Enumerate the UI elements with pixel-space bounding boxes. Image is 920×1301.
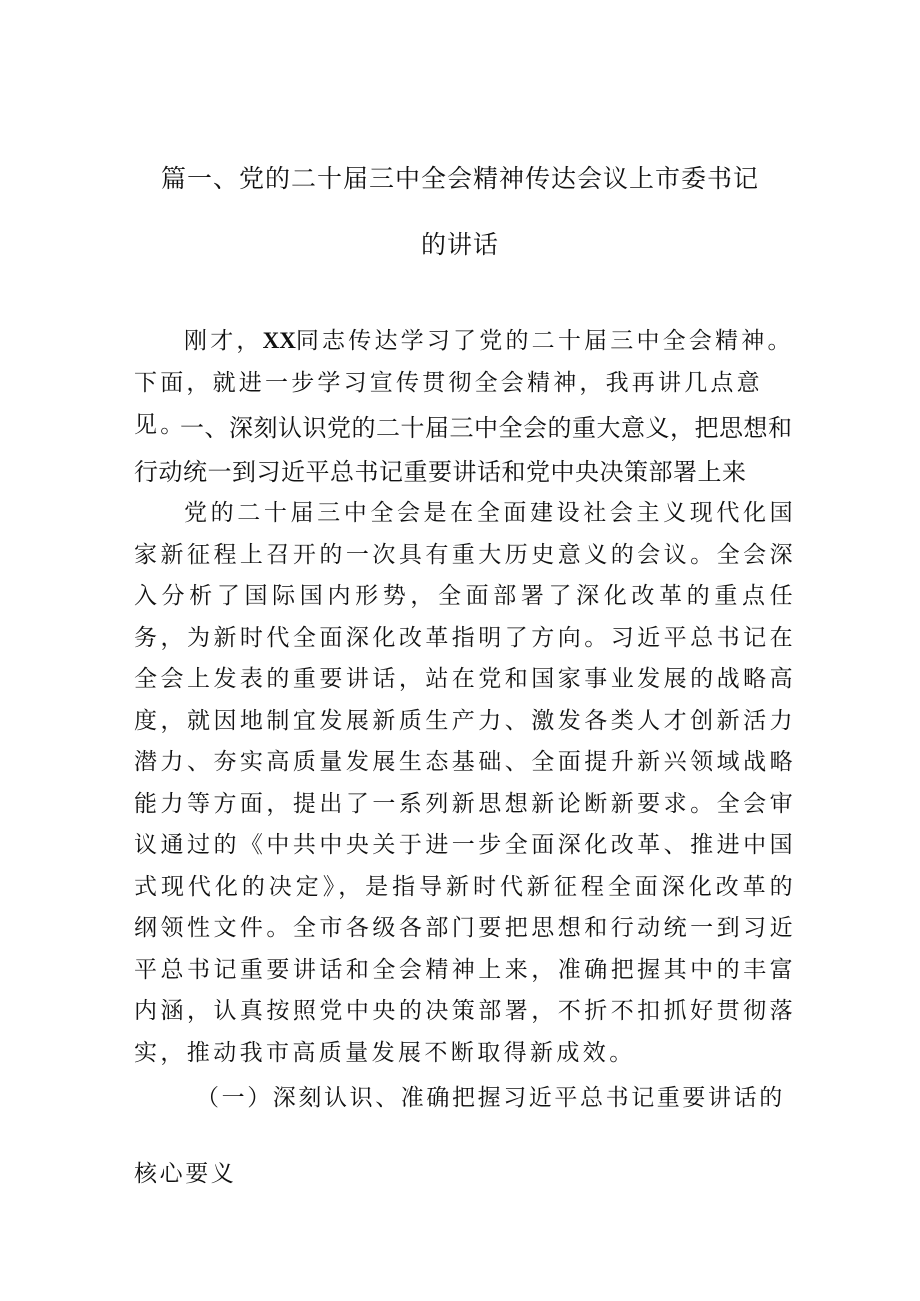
- subsection-heading-1: （一）深刻认识、准确把握习近平总书记重要讲话的核心要义: [134, 1085, 785, 1187]
- intro-prefix: 刚才，: [184, 328, 263, 354]
- document-title: 篇一、党的二十届三中全会精神传达会议上市委书记的讲话: [160, 164, 759, 259]
- intro-suffix: 同志传达学习了党的二十届三中全会精神。下面，就进一步学习宣传贯彻全会精神，我再讲几点意见。: [134, 328, 794, 438]
- intro-name: XX: [262, 328, 296, 353]
- section-heading-1: 一、深刻认识党的二十届三中全会的重大意义，把思想和行动统一到习近平总书记重要讲话和党中央决策部署上来: [134, 414, 793, 486]
- body-paragraph-1: 党的二十届三中全会是在全面建设社会主义现代化国家新征程上召开的一次具有重大历史意义的会议。全会深入分析了国际国内形势，全面部署了深化改革的重点任务，为新时代全面深化改革指明了方向。习近平总书记在全会上发表的重要讲话，站在党和国家事业发展的战略高度，就因地制宜发展新质生产力、激发各类人才创新活力潜力、夯实高质量发展生态基础、全面提升新兴领域战略能力等方面，提出了一系列新思想新论断新要求。全会审议通过的《中共中央关于进一步全面深化改革、推进中国式现代化的决定》，是指导新时代新征程全面深化改革的纲领性文件。全市各级各部门要把思想和行动统一到习近平总书记重要讲话和全会精神上来，准确把握其中的丰富内涵，认真按照党中央的决策部署，不折不扣抓好贯彻落实，推动我市高质量发展不断取得新成效。: [134, 500, 796, 1066]
